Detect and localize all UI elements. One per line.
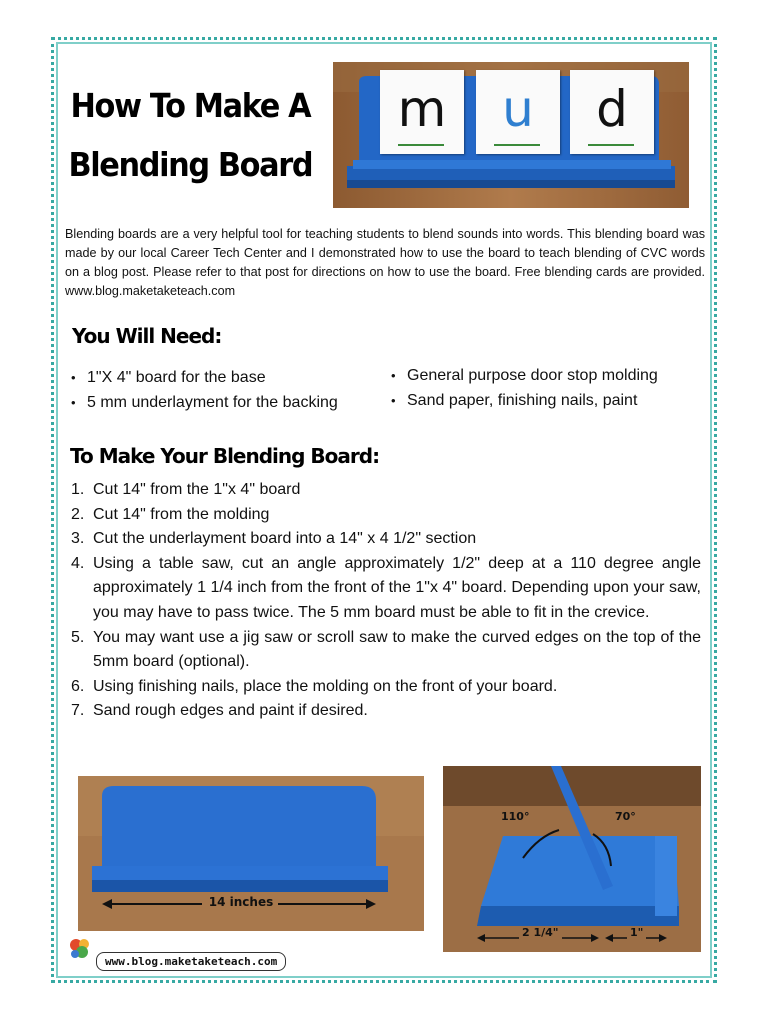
step-number: 6.: [71, 677, 85, 695]
page-frame: [51, 37, 717, 983]
step-number: 2.: [71, 505, 85, 523]
step-number: 4.: [71, 554, 85, 572]
intro-paragraph: Blending boards are a very helpful tool for teaching students to blend sounds into words. This blending board was made by our local Career Tech Center and I demonstrated how to use the board to teach blending of CVC words on a blog post. Please refer to that post for directions on how to use the board. Free blending cards are provided. www.blog.maketaketeach.com: [65, 227, 705, 298]
dimension-left-label: 2 1/4": [519, 926, 562, 939]
needs-list-right: [385, 363, 695, 413]
step-text: Cut the underlayment board into a 14" x 4 1/2" section: [93, 530, 477, 548]
title-line-2: Blending Board: [68, 145, 313, 184]
dimension-right-label: 1": [627, 926, 646, 939]
step-number: 5.: [71, 628, 85, 646]
step-number: 7.: [71, 702, 85, 720]
list-item: • 5 mm underlayment for the backing: [65, 390, 375, 415]
hero-photo: [333, 62, 689, 208]
footer-url[interactable]: www.blog.maketaketeach.com: [96, 952, 286, 971]
needs-list-left: [65, 365, 375, 415]
step-item: [65, 699, 701, 724]
step-text: Using finishing nails, place the molding on the front of your board.: [93, 677, 558, 695]
step-item: [65, 626, 701, 675]
letter-card-1-letter: m: [397, 80, 447, 138]
board-photo-angles: [443, 766, 701, 952]
list-item: • 1"X 4" board for the base: [65, 365, 375, 390]
angle-right-label: 70°: [615, 810, 636, 823]
letter-card-1: [380, 70, 464, 154]
footer-logo-icon: [68, 936, 94, 962]
need-heading: You Will Need:: [72, 324, 222, 348]
make-heading: To Make Your Blending Board:: [70, 444, 380, 468]
board-length-label: 14 inches: [208, 895, 274, 909]
step-text: Using a table saw, cut an angle approximately 1/2" deep at a 110 degree angle approximately 1 1/4 inch from the front of the 1"x 4" board. Depending upon your saw, you may have to pass twice. The 5 mm board must be able to fit in the crevice.: [93, 554, 701, 621]
step-text: Sand rough edges and paint if desired.: [93, 702, 368, 720]
step-number: 3.: [71, 530, 85, 548]
board-angles-graphic: [443, 766, 701, 952]
angle-left-label: 110°: [501, 810, 530, 823]
step-item: [65, 527, 701, 552]
letter-card-2-letter: u: [502, 80, 534, 138]
title-line-1: How To Make A: [70, 86, 311, 125]
step-number: 1.: [71, 481, 85, 498]
step-item: [65, 552, 701, 626]
letter-card-2-arrow: [494, 144, 540, 146]
list-item: • General purpose door stop molding: [385, 363, 695, 388]
step-text: You may want use a jig saw or scroll saw to make the curved edges on the top of the 5mm board (optional).: [93, 628, 701, 671]
step-item: [65, 675, 701, 700]
steps-list: [65, 478, 701, 724]
letter-card-1-arrow: [398, 144, 444, 146]
letter-card-3-arrow: [588, 144, 634, 146]
page-title: [68, 76, 313, 194]
step-text: Cut 14" from the molding: [93, 505, 270, 523]
letter-card-3: [570, 70, 654, 154]
step-item: [65, 503, 701, 528]
step-item: [65, 478, 701, 503]
step-text: Cut 14" from the 1"x 4" board: [93, 481, 301, 498]
list-item: • Sand paper, finishing nails, paint: [385, 388, 695, 413]
letter-card-2: [476, 70, 560, 154]
letter-card-3-letter: d: [596, 80, 628, 138]
board-photo-front: [78, 776, 424, 931]
